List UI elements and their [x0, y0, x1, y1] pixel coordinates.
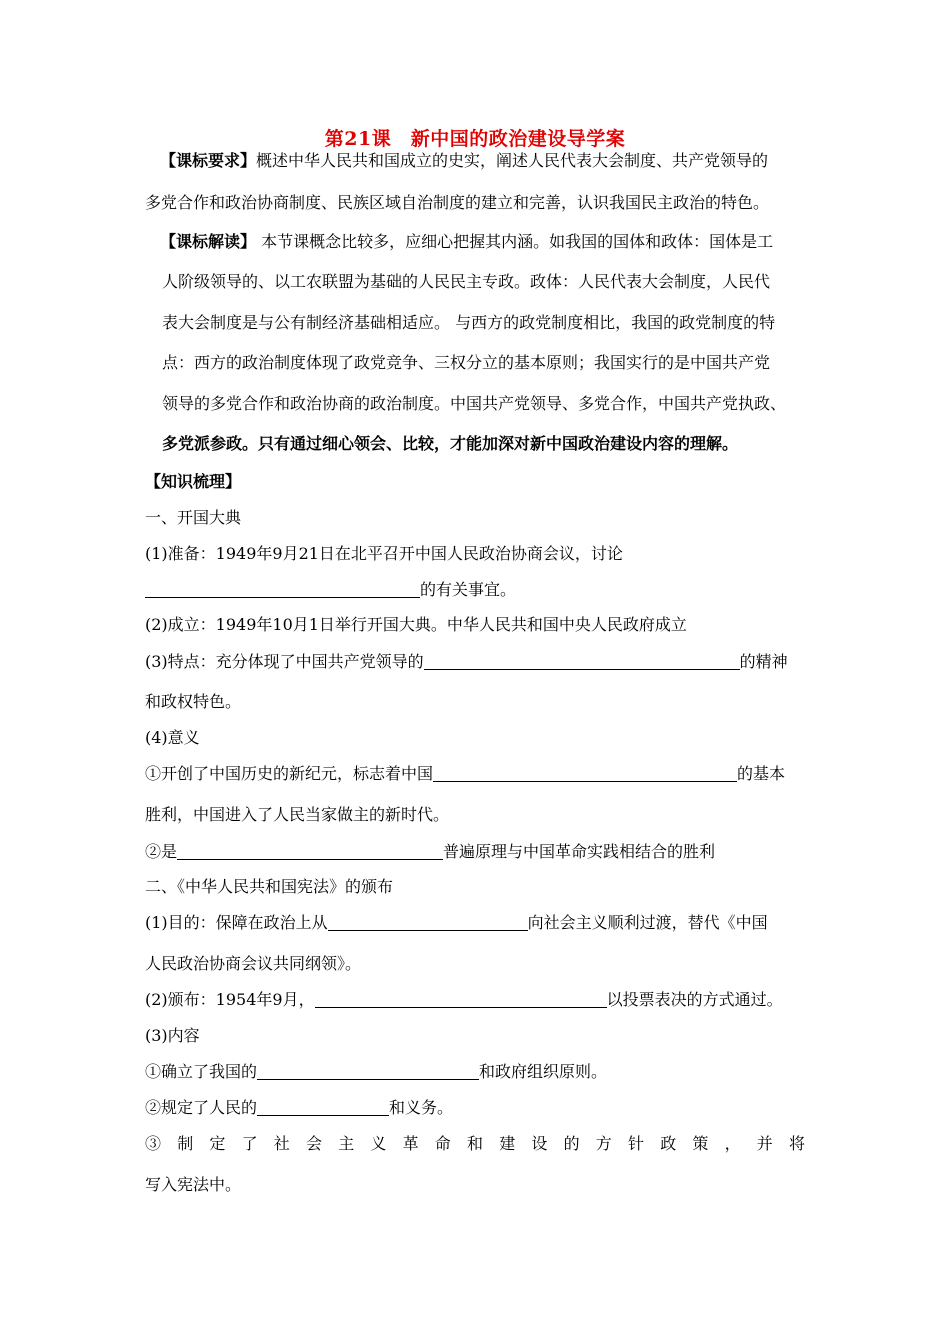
fill-blank[interactable]: [257, 1100, 389, 1116]
fill-blank[interactable]: [145, 582, 420, 598]
s2-item-3-2: ②规定了人民的 和义务。: [145, 1098, 454, 1117]
s1-item-3: (3)特点：充分体现了中国共产党领导的 的精神: [145, 652, 788, 671]
interpretation-line-1: 【课标解读】 本节课概念比较多，应细心把握其内涵。如我国的国体和政体：国体是工: [160, 232, 774, 251]
section-2-heading: 二、《中华人民共和国宪法》的颁布: [145, 877, 394, 896]
s1-item-4-2: ②是 普遍原理与中国革命实践相结合的胜利: [145, 842, 716, 861]
s1-item-4: (4)意义: [145, 728, 200, 747]
s2-item-3-3-cont: 写入宪法中。: [145, 1175, 242, 1194]
fill-blank[interactable]: [177, 844, 443, 860]
s2-item-1-cont: 人民政治协商会议共同纲领》。: [145, 954, 362, 973]
s1-item-4-1: ①开创了中国历史的新纪元，标志着中国 的基本: [145, 764, 786, 783]
requirements-label: 【课标要求】: [160, 151, 257, 170]
knowledge-label: 【知识梳理】: [145, 472, 242, 491]
section-1-heading: 一、开国大典: [145, 508, 242, 527]
s2-item-3-3: ③制定了社会主义革命和建设的方针政策，并将: [145, 1134, 805, 1153]
fill-blank[interactable]: [315, 992, 607, 1008]
s2-item-3: (3)内容: [145, 1026, 200, 1045]
interpretation-line-4: 点：西方的政治制度体现了政党竞争、三权分立的基本原则；我国实行的是中国共产党: [162, 353, 771, 372]
fill-blank[interactable]: [424, 654, 740, 670]
s1-item-1: (1)准备：1949年9月21日在北平召开中国人民政治协商会议，讨论: [145, 544, 623, 563]
s2-item-2: (2)颁布：1954年9月， 以投票表决的方式通过。: [145, 990, 783, 1009]
interpretation-line-6: 多党派参政。只有通过细心领会、比较，才能加深对新中国政治建设内容的理解。: [162, 434, 739, 453]
s1-item-1-cont: 的有关事宜。: [145, 580, 516, 600]
s1-item-2: (2)成立：1949年10月1日举行开国大典。中华人民共和国中央人民政府成立: [145, 615, 687, 634]
interpretation-line-5: 领导的多党合作和政治协商的政治制度。中国共产党领导、多党合作，中国共产党执政、: [162, 394, 787, 413]
s2-item-1: (1)目的：保障在政治上从 向社会主义顺利过渡，替代《中国: [145, 913, 768, 932]
requirements-line-1: 【课标要求】概述中华人民共和国成立的史实，阐述人民代表大会制度、共产党领导的: [160, 151, 769, 170]
requirements-line-2: 多党合作和政治协商制度、民族区域自治制度的建立和完善，认识我国民主政治的特色。: [145, 193, 770, 212]
s1-item-4-1-cont: 胜利，中国进入了人民当家做主的新时代。: [145, 805, 450, 824]
interpretation-label: 【课标解读】: [160, 232, 257, 251]
fill-blank[interactable]: [328, 915, 528, 931]
interpretation-line-3: 表大会制度是与公有制经济基础相适应。 与西方的政党制度相比，我国的政党制度的特: [162, 313, 776, 332]
interpretation-line-2: 人阶级领导的、以工农联盟为基础的人民民主专政。政体：人民代表大会制度，人民代: [162, 272, 771, 291]
fill-blank[interactable]: [433, 766, 737, 782]
s2-item-3-1: ①确立了我国的 和政府组织原则。: [145, 1062, 608, 1081]
page-title: 第21课 新中国的政治建设导学案: [324, 128, 626, 150]
s1-item-3-cont: 和政权特色。: [145, 692, 242, 711]
fill-blank[interactable]: [257, 1064, 479, 1080]
